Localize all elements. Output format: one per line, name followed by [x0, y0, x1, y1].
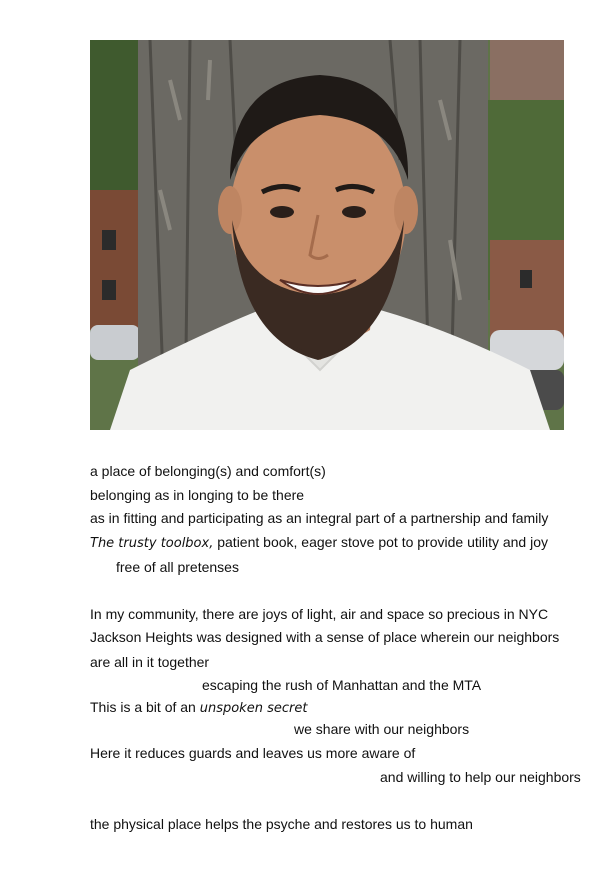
poem-line: and willing to help our neighbors	[380, 769, 581, 785]
poem-line: belonging as in longing to be there	[90, 487, 305, 503]
poem-line	[90, 698, 307, 718]
poem-line-text: patient book, eager stove pot to provide utility and joy	[213, 534, 548, 550]
poem-italic-phrase: The trusty toolbox,	[90, 536, 214, 551]
poem-line: escaping the rush of Manhattan and the MTA	[202, 677, 482, 693]
poem-line-text: This is a bit of an	[90, 699, 200, 715]
poem-line	[90, 533, 548, 553]
poem-line: a place of belonging(s) and comfort(s)	[90, 463, 326, 479]
poem-italic-phrase: unspoken secret	[199, 701, 308, 716]
poem-line: we share with our neighbors	[294, 721, 470, 737]
portrait-photo	[90, 40, 564, 430]
portrait-illustration	[90, 40, 564, 430]
poem-line: In my community, there are joys of light, air and space so precious in NYC	[90, 606, 549, 622]
poem-line: the physical place helps the psyche and restores us to human	[90, 816, 473, 832]
poem-line: Jackson Heights was designed with a sense of place wherein our neighbors	[90, 629, 560, 645]
poem-line: free of all pretenses	[116, 559, 239, 575]
poem-line: as in fitting and participating as an integral part of a partnership and family	[90, 510, 549, 526]
poem-line: are all in it together	[90, 654, 210, 670]
poem-line: Here it reduces guards and leaves us more aware of	[90, 745, 416, 761]
